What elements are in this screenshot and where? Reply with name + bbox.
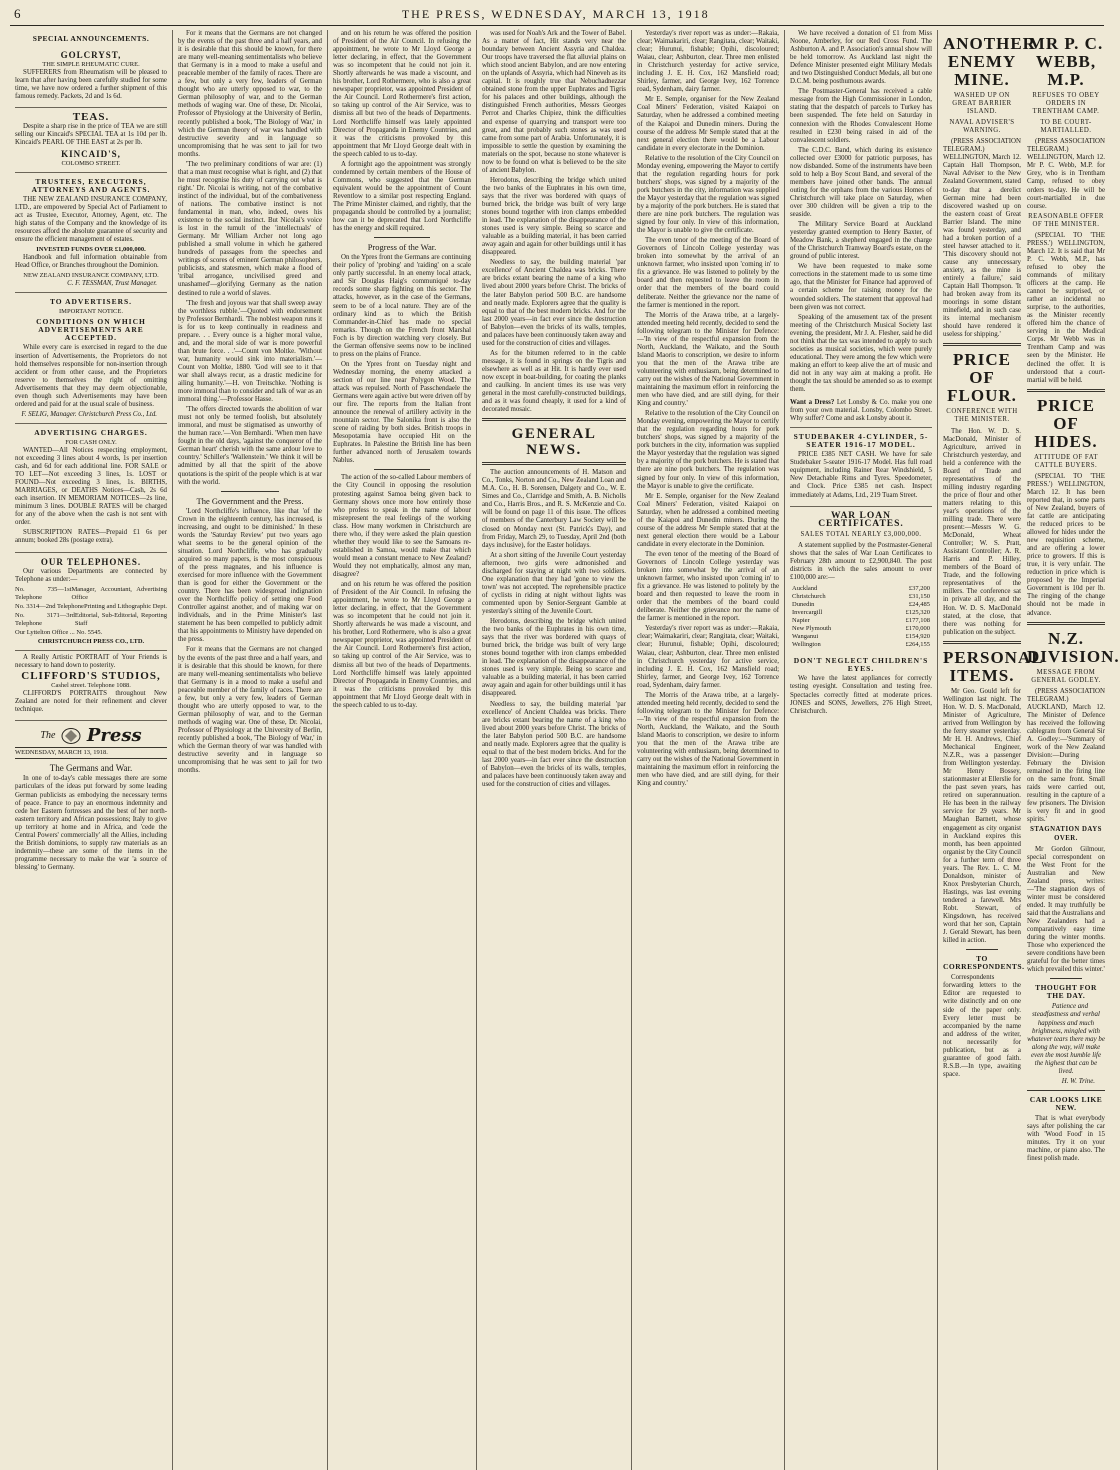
- column-4: [477, 30, 632, 1470]
- dress-ad-title: Want a Dress?: [790, 399, 835, 407]
- page-header-title: THE PRESS, WEDNESDAY, MARCH 13, 1918: [401, 7, 710, 21]
- advertisers-notice: [15, 293, 167, 424]
- divider: [1027, 389, 1105, 392]
- kincaids-subtitle: COLOMBO STREET.: [61, 159, 121, 167]
- golcryst-title: GOLCRYST,: [60, 50, 122, 61]
- news-text-extra-4: Yesterday's river report was as under:—Rakaia, clear; Waimakariri, clear; Rangitata, clear; Waitaki, clear; Hurunui, fishable; Opihi, discoloured; Waiau, clear; Ashburton, clear. Three men enlisted in Christchurch yesterday for active service, including J. E. H. Cox, 162 Mansfield road; Shirley, farmer, and George Ivey, 162 Torrence road, Sydenham, dairy farmer.: [637, 625, 779, 689]
- division-text: (PRESS ASSOCIATION TELEGRAM.) AUCKLAND, March 12. The Minister of Defence has received the following cablegram from General Sir A. Godley:—'Summary of work of the New Zealand Division:—During February the Division remained in the firing line on the same front. Small raids were carried out, resulting in the capture of a few prisoners. The Division is very fit and in good spirits.': [1027, 687, 1105, 824]
- govt-press-text-repeat: For it means that the Germans are not changed by the events of the past three and a half years, and it is desirable that this should be known, for there are many well-meaning sentimentalists who believe that Germany is in a mood to make a useful and peaceable member of the family of races. There are a few, but only a very few, leaders of German thought who are utterly opposed to war, to the German philosophy of war, and to the German methods of waging war. One of these, Dr. Nicolai, Professor of Physiology at the University of Berlin, recently published a book, 'The Biology of War,' in which the German theory of war was handled with destructive severity and in language so uncompromising that he was sent to jail for two months.: [178, 646, 322, 775]
- govt-continued-1: and on his return he was offered the position of President of the Air Council. In refusing the appointment, he wrote to Mr Lloyd George a letter declaring, in effect, that the Government was so incompetent that he could not join it. Shortly afterwards he was made a viscount, and his brother, Lord Rothermere, who is also a great newspaper proprietor, was appointed President of the Air Council. Lord Rothermere's first action, so taking up control of the Air Service, was to dismiss all but two of the heads of Departments. Lord Northcliffe himself was lately appointed Director of Propaganda in Enemy Countries, and it was the criticisms provoked by this appointment that Mr Lloyd George dealt with in the speech cabled to us to-day.: [333, 30, 471, 158]
- teas-text: Despite a sharp rise in the price of TEA we are still selling our Kincaid's SPECIAL TEA at 1s 10d per lb. Kincaid's PEARL OF THE EAST at 2s per lb.: [15, 123, 167, 147]
- river-report: Yesterday's river report was as under:—Rakaia, clear; Waimakariri, clear; Rangitata, clear; Waitaki, clear; Hurunui, fishable; Opihi, discoloured; Waiau, clear; Ashburton, clear. Three men enlisted in Christchurch yesterday for active service, including J. E. H. Cox, 162 Mansfield road; Shirley, farmer, and George Ivey, 162 Torrence road, Sydenham, dairy farmer.: [637, 30, 779, 94]
- trustees-title: TRUSTEES, EXECUTORS, ATTORNEYS AND AGENTS.: [31, 176, 151, 194]
- column-7: [938, 30, 1120, 1470]
- donation-text: We have received a donation of £1 from Miss Noone, Amberley, for our Red Cross Fund. The Ashburton A. and P. Association's annual show will be held tomorrow. As Auckland last night the Defence Minister presented eight Military Medals and two Distinguished Conduct Medals, all but one D.C.M. being posthumous awards.: [790, 30, 932, 86]
- golcryst-ad: [15, 46, 167, 108]
- table-row: Invercargill £125,320: [792, 609, 930, 617]
- page-number: 6: [14, 6, 22, 21]
- divider: [1027, 622, 1105, 625]
- news-text-extra-3: The even tenor of the meeting of the Board of Governors of Lincoln College yesterday was broken into somewhat by the arrival of an unknown farmer, who insisted upon 'coming in' to fix a grievance. He was listened to politely by the board and then requested to leave the room in order that the members of the board could deliberate. Neither the grievance nor the name of the farmer is mentioned in the report.: [637, 550, 779, 623]
- clifford-ad: [15, 651, 167, 721]
- table-row: Dunedin £24,485: [792, 601, 930, 609]
- telephones-title: OUR TELEPHONES.: [40, 556, 142, 567]
- hit-text-1: was used for Noah's Ark and the Tower of Babel. As a matter of fact, Hit stands very near the boundary between Ancient Assyria and Chaldea. Our troops have traversed the flat alluvial plains on which stood ancient Babylon, and are now entering on the uplands of Assyria, which had Nineveh as its capital. It is roughly true that Nebuchadnezzar obtained stone from the upper Euphrates and Tigris for his palaces and other buildings, although the distinguished French authorities, Messrs Georges Perrot and Charles Chipiez, think the difficulties and expense of quarrying and transport were too great, and that probably such stones as was used came from some part of Arabia. Unfortunately, it is impossible to settle the question by examining the materials on the spot, because no stone whatever is now to be found on what is believed to be the site of ancient Babylon.: [482, 30, 626, 174]
- hit-text-3: Needless to say, the building material 'par excellence' of Ancient Chaldea was bricks. There are bricks extant bearing the name of a king who lived about 2000 years before Christ. The bricks of the later Babylon period 500 B.C. are handsome and neatly made. Explorers agree that the quality is equal to that of the best modern bricks. And for the last 2000 years—in fact ever since the destruction of Babylon—even the bricks of its walls, temples, and palaces have been continuously taken away and used for the construction of cities and villages.: [482, 259, 626, 347]
- page-header: [10, 6, 1104, 26]
- govt-press-title: The Government and the Press.: [196, 495, 304, 506]
- leader-title: The Germans and War.: [49, 763, 133, 774]
- thought-text: Patience and steadfastness and verbal happiness and much brightness, mingled with whatever tears there may be along the way, will make even the most humble life the highest that can be lived.: [1027, 1003, 1105, 1075]
- dress-ad: [790, 396, 932, 428]
- postmaster-text: The Postmaster-General has received a cable message from the High Commissioner in London, stating that the despatch of parcels to Turkey has been suspended. The fete held on Saturday in connexion with the Rhodes Convalescent Home resulted in £230 being raised in aid of the convalescent soldiers.: [790, 88, 932, 144]
- divider: [966, 949, 997, 950]
- webb-subtitle-2: TO BE COURT-MARTIALLED.: [1040, 119, 1092, 135]
- war-loan-title: WAR LOAN CERTIFICATES.: [818, 510, 904, 529]
- enemy-mine-subtitle: WASHED UP ON GREAT BARRIER ISLAND.: [952, 92, 1012, 116]
- table-row: Auckland £37,200: [792, 584, 930, 592]
- band-text: The C.D.C. Band, which during its existence collected over £3000 for patriotic purposes, has now disbanded. Some of the instruments have been sold to help a Boy Scout Band, and several of the members have joined other bands. The annual outing for the orphans from the various Homes of Christchurch will take place on Saturday, when over 300 children will be given a trip to the seaside.: [790, 146, 932, 219]
- war-progress-title: Progress of the War.: [367, 242, 437, 253]
- personal-items-text: Mr Geo. Gould left for Wellington last night. The Hon. W. D. S. MacDonald, Minister of Agriculture, arrived from Wellington by the ferry steamer yesterday. Mr H. H. Andrews, Chief Mechanical Engineer, N.Z.R., was a passenger from Wellington yesterday. Mr Henry Bossey, stationmaster at Ellerslie for the past seven years, has retired on superannuation. He has been in the railway service for 29 years. Mr Maughan Barnett, whose engagement as city organist in Auckland expires this month, has been appointed organist by the City Council for a further term of three years. The Rev. L. C. M. Donaldson, minister of Knox Presbyterian Church, Hastings, was last evening tendered a farewell. Mrs Robt. Stewart, of Kingsdown, has received word that her son, Captain J. Gerald Stewart, has been killed in action.: [943, 687, 1021, 945]
- trustees-text: THE NEW ZEALAND INSURANCE COMPANY, LTD., are empowered by Special Act of Parliament to act as Trustee, Executor, Attorney, Agent, etc. The high status of the Company and the knowledge of its resources afford the absolute guarantee of security and ensure the efficient management of estates.: [15, 195, 167, 243]
- flour-subtitle: CONFERENCE WITH THE MINISTER.: [946, 408, 1018, 424]
- war-loan-text: A statement supplied by the Postmaster-General shows that the sales of War Loan Certificates to February 28th amount to £2,900,840. The post districts in which the sales amount to over £100,000 are:—: [790, 541, 932, 581]
- divider: [943, 641, 1021, 644]
- subscription-rates: SUBSCRIPTION RATES—Prepaid £1 6s per annum; booked 28s (postage extra).: [15, 529, 167, 545]
- divider: [943, 343, 1021, 346]
- corrections-text: We have been requested to make some corrections in the statement made to us some time ago, that the Minister for Finance had approved of a certain scheme for raising money for the wounded soldiers. The statement that approval had been given was not correct.: [790, 263, 932, 311]
- leader-continued-1: For it means that the Germans are not changed by the events of the past three and a half years, and it is desirable that this should be known, for there are many well-meaning sentimentalists who believe that Germany is in a mood to make a useful and peaceable member of the family of races. There are a few, but only a very few, leaders of German thought who are utterly opposed to war, to the German philosophy of war, and to the German methods of waging war. One of these, Dr. Nicolai, Professor of Physiology at the University of Berlin, recently published a book, 'The Biology of War,' in which the German theory of war was handled with destructive severity and in language so uncompromising that he was sent to jail for two months.: [178, 30, 322, 158]
- war-loan-subtitle: SALES TOTAL NEARLY £3,000,000.: [800, 530, 922, 538]
- enemy-mine-subtitle-2: NAVAL ADVISER'S WARNING.: [949, 119, 1015, 135]
- govt-press-text: 'Lord Northcliffe's influence, like that 'of the Crown in the eighteenth century, has increased, is increasing, and ought to be diminished.' In these words the 'Saturday Review' put two years ago what seems to be the general opinion of the situation. Lord Northcliffe, who has gradually acquired so many papers, is the most conspicuous of the press magnates, and his influence is exercised for more influence with the Government than is good for either the Government or the country. There has been widespread indignation over the Northcliffe policy of setting one Food Controller against another, and of making war on individuals, and in the Prime Minister's last statement he has been compelled to publicly admit that his appointments to Ministry have depended on the press.: [178, 507, 322, 644]
- kincaids-title: KINCAID'S,: [61, 148, 121, 159]
- invested-text: Handbook and full information obtainable from Head Office, or Branches throughout the Dominion.: [15, 254, 167, 270]
- hit-text-2: Herodotus, describing the bridge which united the two banks of the Euphrates in his own time, says that the river was bordered with quays of burned brick, the bridge was built of very large stones bound together with iron clamps embedded in lead. The explanation of the disappearance of the stones used is very simple. Being so scarce and valuable as a building material, it has been carried away again and again for other buildings until it has disappeared.: [482, 176, 626, 257]
- webb-subtitle-3: REASONABLE OFFER OF THE MINISTER.: [1028, 212, 1104, 228]
- stagnation-text: Mr Gordon Gilmour, special correspondent on the West Front for the Australian and New Zealand press, writes:—'The stagnation days of winter must be considered ended. It may truthfully be said that the Australians and New Zealanders had a comparatively easy time during the winter months. Those who experienced the severe conditions have been grateful for the better times which prevailed this winter.': [1027, 845, 1105, 974]
- phone-row: No. 3314—2nd Telephone Printing and Lithographic Dept.: [15, 602, 167, 610]
- table-row: Napier £177,108: [792, 617, 930, 625]
- personal-items-title: PERSONAL ITEMS.: [943, 647, 1044, 685]
- eyes-ad-title: DON'T NEGLECT CHILDREN'S EYES.: [793, 656, 929, 674]
- general-news-text-3: Needless to say, the building material 'par excellence' of Ancient Chaldea was bricks. There are bricks extant bearing the name of a king who lived about 2000 years before Christ. The bricks of the later Babylon period 500 B.C. are handsome and neatly made. Explorers agree that the quality is equal to that of the best modern bricks. And for the last 2000 years—in fact ever since the destruction of Babylon—even the bricks of its walls, temples, and palaces have been continuously taken away and used for the construction of cities and villages.: [482, 700, 626, 788]
- correspondents-title: TO CORRESPONDENTS.: [943, 954, 1025, 972]
- general-news-title: GENERAL NEWS.: [511, 426, 597, 459]
- webb-text-2: (SPECIAL TO 'THE PRESS.') WELLINGTON, March 12. It is said that Mr P. C. Webb, M.P., has refused to obey the commands of military officers at the camp. He cannot be surprised, or rather an incidental no surprise, to the authorities, as the Minister recently offered him the chance of serving in the Medical Corps. Mr Webb was in Trentham Camp and was seen by the Minister. He declined the offer. It is understood that a court-martial will be held.: [1027, 231, 1105, 384]
- hit-text-4: As for the bitumen referred to in the cable message, it is found in springs on the Tigris and elsewhere as well as at Hit. It is hardly ever used now except in boat-building, for coating the planks and caulking. In ancient times its use was very general in the most carefully-constructed buildings, and as it was found cheaply, it used for a kind of decorated mosaic.: [482, 349, 626, 414]
- teas-title: TEAS.: [72, 111, 110, 124]
- teas-ad: [15, 108, 167, 172]
- divider: [374, 469, 429, 470]
- thought-signature: H. W. Trine.: [1061, 1077, 1095, 1085]
- leader-text: In one of to-day's cable messages there are some particulars of the ideas put forward by some leading German publicists as embodying the necessary terms of peace. France to pay an enormous indemnity and cede her Eastern fortresses and the best of her north-eastern territory and African possessions; Italy to give up territory at home and in Africa, and 'cede the Central Powers' commercially' all the Allies, including the British dominions, to supply raw materials as an indemnity—these are some of the items in the programme necessary to make the war 'a source of blessing' to Germany.: [15, 775, 167, 871]
- table-row: New Plymouth £170,000: [792, 625, 930, 633]
- war-loan-table: [790, 585, 932, 649]
- column-3: [328, 30, 477, 1470]
- eyes-ad-text: We have the latest appliances for correctly testing eyesight. Consultation and testing free. Spectacles correctly fitted at moderate prices. JONES and SONS, Jewellers, 276 High Street, Christchurch.: [790, 675, 932, 715]
- webb-story: [1027, 30, 1120, 1165]
- dress-ad-text: Let Lonsby & Co. make you one from your own material. Lonsby, Colombo Street. Why suffer? Come and ask Lonsby about it.: [790, 399, 932, 423]
- webb-subtitle: REFUSES TO OBEY ORDERS IN TRENTHAM CAMP.: [1032, 92, 1100, 116]
- telephones-notice: [15, 553, 167, 651]
- divider: [482, 462, 626, 465]
- eyes-ad: [790, 652, 932, 721]
- column-5: [632, 30, 785, 1470]
- flour-title: PRICE OF FLOUR.: [947, 350, 1017, 406]
- govt-continued-2: A fortnight ago the appointment was strongly condemned by certain members of the House of Commons, who suggested that the German equivalent would be the appointment of Count Reventlow to a similar post respecting England. The Prime Minister claimed, and rightly, that the propaganda should be controlled by a journalist; how can it be deprecated that Lord Northcliffe has the energy and skill required.: [333, 160, 471, 233]
- top-stories: [943, 30, 1120, 1165]
- war-progress-text: On the Ypres front the Germans are continuing their policy of 'probing' and 'raiding' on a scale only partly successful. In an enemy local attack, and Sir Douglas Haig's communiqué to-day records some sharp fighting on this sector. The attacks, however, as in the case of the Germans, seem to be of a local nature. They are of the ordinary kind as to which the British Commander-in-Chief has made no special remarks. Though on the French front Marshal Foch is by direction watching very closely. But the German offensive seems now to be inclined to press on the plains of France.: [333, 254, 471, 358]
- hides-text: (SPECIAL TO 'THE PRESS.') WELLINGTON, March 12. It has been reported that, in some parts of New Zealand, buyers of fat cattle are anticipating the reduced prices to be allowed for hides under the new requisition scheme, and are offering a lower price to growers. If this is true, it is very unfair. The reduction in price which is proposed by the Imperial Government is 10d per lb. The ringing of the change should not be made in advance.: [1027, 472, 1105, 617]
- advertisers-title: TO ADVERTISERS.: [49, 297, 133, 307]
- military-board-text: The Military Service Board at Auckland yesterday granted exemption to Henry Baxter, of Meadow Bank, a shepherd engaged in the charge of the Christchurch Tramway Board's estate, on the ground of public interest.: [790, 221, 932, 261]
- samoa-text: The action of the so-called Labour members of the City Council in opposing the resolution protesting against Samoa being given back to Germany shows once more how entirely those who profess to speak in the name of labour misrepresent the real feelings of the working class. How many workmen in Christchurch are there who, if they were asked the plain question whether they would like to see the Samoans re-established in Samoa, would make that which would mean a constant menace to New Zealand? Would they not emphatically, almost any man, disagree?: [333, 474, 471, 578]
- company-signature: C. F. TESSMAN, Trust Manager.: [67, 280, 157, 288]
- enemy-mine-title: ANOTHER ENEMY MINE.: [943, 34, 1036, 89]
- pork-butchers-text: Relative to the resolution of the City Council on Monday evening, empowering the Mayor to certify that the regulation regarding hours for pork butchers' shops, was signed by a majority of the pork butchers in the city, information was supplied the Mayor yesterday that the regulation was signed by a majority of the pork butchers. He is stated that there are nine pork butchers. The regulation was signed by four only. In view of this information, the Mayor is unable to give the certificate.: [637, 154, 779, 235]
- conditions-title: CONDITIONS ON WHICH ADVERTISEMENTS ARE ACCEPTED.: [36, 317, 146, 343]
- golcryst-text: SUFFERERS from Rheumatism will be pleased to learn that after having been carefully studied for some time, we have now ordered a further shipment of this famous remedy. Packets, 2d and 1s 6d.: [15, 69, 167, 101]
- news-text-extra-2: Mr E. Semple, organiser for the New Zealand Coal Miners' Federation, visited Kaiapoi on Saturday, when he addressed a combined meeting of the Kaiapoi and Dunedin miners. During the course of the address Mr Semple stated that at the next general election there would be a Labour candidate in every electorate in the Dominion.: [637, 492, 779, 548]
- special-announcements-heading: SPECIAL ANNOUNCEMENTS.: [32, 34, 150, 43]
- leader-continued-2: 'The two preliminary conditions of war are: (1) that a man must recognise what is right, and (2) that he must recognise his duty of carrying out what is right.' Dr. Nicolai is writing, not of the combative instinct of the individual, but of the combativeness of nations. The combative instinct is not fundamental in man, who, indeed, owes his existence to the social instinct. But Nicolai's voice is lost in the tumult of the 'intellectuals' of Germany. Mr William Archer not long ago published a small volume in which he gathered hundreds of passages from the speeches and writings of scores of eminent German philosophers, publicists, and statesmen, which make a flood of 'tribal arrogance, uncivilised greed and unashamed'—glorifying Germany as the nation destined to rule a world of slaves.: [178, 160, 322, 297]
- car-polish-text: That is what everybody says after polishing the car with 'Wood Food' in 15 minutes. Try it on your machine, or piano also. The finest polish made.: [1027, 1114, 1105, 1163]
- table-row: Wanganui £154,920: [792, 633, 930, 641]
- stagnation-title: STAGNATION DAYS OVER.: [1030, 826, 1102, 842]
- studebaker-ad: [790, 428, 932, 506]
- flour-text: The Hon. W. D. S. MacDonald, Minister of Agriculture, arrived in Christchurch yesterday, and held a conference with the Board of Trade and representatives of the milling industry regarding the price of flour and other matters relating to this year's operations of the milling trade. There were present:—Messrs W. G. McDonald, Wheat Controller; W. S. Pratt, Assistant Controller; A. R. Harris and P. Hilley, members of the Board of Trade, and the following representatives of the millers. The conference sat in private all day, and the Hon. W. D. S. MacDonald stated, at the close, that there was nothing for publication on the subject.: [943, 427, 1021, 636]
- division-title: N.Z. DIVISION.: [1027, 628, 1120, 666]
- table-row: Wellington £264,155: [792, 641, 930, 649]
- arawa-tribe-text: The Morris of the Arawa tribe, at a largely-attended meeting held recently, decided to send the following telegram to the Minister for Defence:—'In view of the respectful expansion from the North, Auckland, the Waikato, and the South Island Maoris to conscription, we desire to inform you that the men of the Arawa tribe are volunteering with enthusiasm, being determined to carry out the wishes of the National Government in maintaining the maximum effort in reinforcing the men who have died, and are still dying, for their King and country.': [637, 311, 779, 408]
- thought-title: THOUGHT FOR THE DAY.: [1035, 983, 1097, 1001]
- studebaker-text: PRICE £385 NET CASH. We have for sale Studebaker 5-seater 1916-17 Model. Has full road equipment, including Rainer Rear Windshield, 5 New Detachable Rims and Tyres. Speedometer, and Clock. Price £385 net cash. Inspect immediately at Adams, Ltd., 219 Tuam Street.: [790, 451, 932, 499]
- news-text-extra-5: The Morris of the Arawa tribe, at a largely-attended meeting held recently, decided to send the following telegram to the Minister for Defence:—'In view of the respectful expansion from the North, Auckland, the Waikato, and the South Island Maoris to conscription, we desire to inform you that the men of the Arawa tribe are volunteering with enthusiasm, being determined to carry out the wishes of the National Government in maintaining the maximum effort in reinforcing the men who have died, and are still dying, for their King and country.': [637, 691, 779, 788]
- golcryst-subtitle: THE SIMPLE RHEUMATIC CURE.: [42, 61, 140, 69]
- enemy-mine-text: (PRESS ASSOCIATION TELEGRAM.) WELLINGTON, March 12. Captain Hall Thompson, Naval Adviser to the New Zealand Government, stated to-day that a derelict German mine had been discovered washed up on the eastern coast of Great Barrier Island. The mine was found yesterday, and had a broken portion of a steel hawser attached to it. 'This discovery should not cause any unnecessary anxiety, as the mine is entirely a failure,' said Captain Hall Thompson. 'It had broken away from its moorings in some distant minefield, and in such case its internal mechanism should have rendered it useless for shipping.': [943, 138, 1021, 339]
- dateline: WEDNESDAY, MARCH 13, 1918.: [15, 747, 167, 759]
- samoa-text-2: and on his return he was offered the position of President of the Air Council. In refusing the appointment, he wrote to Mr Lloyd George a letter declaring, in effect, that the Government was so incompetent that he could not join it. Shortly afterwards he was made a viscount, and his brother, Lord Rothermere, who is also a great newspaper proprietor, was appointed President of the Air Council. Lord Rothermere's first action, so taking up control of the Air Service, was to dismiss all but two of the heads of Departments. Lord Northcliffe himself was lately appointed Director of Propaganda in Enemy Countries, and it was the criticisms provoked by this appointment that Mr Lloyd George dealt with in the speech cabled to us to-day.: [333, 581, 471, 709]
- newspaper-logo: [15, 727, 167, 745]
- column-6: [785, 30, 938, 1470]
- enemy-mine-story: [943, 30, 1044, 1165]
- leader-continued-4: 'The offers directed towards the abolition of war must not only be termed foolish, but absolutely immoral, and must be stigmatised as unworthy of the human race.'—Von Bernhardi. 'When men have fought in the old days, 'against the conqueror of the German heart' cherish with the same ardour love to country.' Schiller's 'Wallenstein.' We think it will be admitted by all that the spirit of the above quotations is the spirit of the people which is at war with the world.: [178, 406, 322, 486]
- leader-continued-3: 'The fresh and joyous war that shall sweep away the worthless rubble.'—Quoted with endorsement by Professor Bernhardi. 'The noblest weapon runs it is for us to keep continually in readiness and prepare. . . Every ounce is a higher moral value, and, and the moral side of war is more powerful than brute force. . .'—Count von Moltke. 'Without war, humanity would sink into materialism.'—Count von Moltke, 1880. 'God will see to it that war shall always recur, as a drastic medicine for ailing humanity.'—H. von Treitschke. 'Nothing is more immoral than to consider and talk of war as an immoral thing.'—Professor Hasse.: [178, 299, 322, 404]
- portrait-text: A Really Artistic PORTRAIT of Your Friends is necessary to hand down to posterity.: [15, 654, 167, 670]
- correspondents-text: Correspondents forwarding letters to the Editor are requested to write distinctly and on one side of the paper only. Every letter must be accompanied by the name and address of the writer, not necessarily for publication, but as a guarantee of good faith. R.S.B.—In type, awaiting space.: [943, 974, 1021, 1078]
- divider: [374, 237, 429, 238]
- column-1: [10, 30, 173, 1470]
- amusement-tax-text: Speaking of the amusement tax of the present meeting of the Christchurch Musical Society last evening, the president, Mr J. A. Flesher, said he did not think that the tax was intended to apply to such societies as musical societies, which were purely educational. They were among the few which were making an effort to keep alive the art of music and did not in any way aim at making a profit. He thought the tax should be amended so as to exempt them.: [790, 313, 932, 394]
- webb-title: MR P. C. WEBB, M.P.: [1028, 34, 1104, 89]
- division-subtitle: MESSAGE FROM GENERAL GODLEY.: [1031, 668, 1101, 684]
- general-news-text-2: Herodotus, describing the bridge which united the two banks of the Euphrates in his own time, says that the river was bordered with quays of burned brick, the bridge was built of very large stones bound together with iron clamps embedded in lead. The explanation of the disappearance of the stones used is very simple. Being so scarce and valuable as a building material, it has been carried away again and again for other buildings until it has disappeared.: [482, 618, 626, 698]
- conditions-signature: F. SELIG, Manager. Christchurch Press Co., Ltd.: [21, 410, 157, 418]
- charges-text: WANTED—All Notices respecting employment, not exceeding 3 lines about 4 words, 1s per insertion cash, and 6d for each additional line. FOR SALE or TO LET—Not exceeding 3 lines, 1s. LOST or FOUND—Not exceeding 3 lines, 1s. BIRTHS, MARRIAGES, or DEATHS Notices—Cash, 2s 6d each insertion. IN MEMORIAM NOTICES—2s line, minimum 3 lines. DOUBLE RATES will be charged for any of the above when the cash is not sent with order.: [15, 446, 167, 527]
- lyttelton-office: Our Lyttelton Office ... No. 5545.: [15, 628, 103, 636]
- juvenile-court-text: At a short sitting of the Juvenile Court yesterday afternoon, two girls were admonished and discharged for staying at night with two soldiers. One explanation that they had 'gone to view the town' was not accepted. The reprehensible practice of cyclists in riding at night without lights was commented upon by Senior-Sergeant Gamble at yesterday's sitting of the Juvenile Court.: [482, 551, 626, 615]
- charges-notice: [15, 424, 167, 553]
- charges-subtitle: FOR CASH ONLY.: [65, 438, 117, 446]
- clifford-title: CLIFFORD'S STUDIOS,: [21, 670, 161, 683]
- studebaker-title: STUDEBAKER 4-CYLINDER, 5-SEATER 1916-17 MODEL.: [793, 432, 929, 450]
- divider: [482, 418, 626, 421]
- telephones-subtitle: Our various Departments are connected by Telephone as under:—: [15, 567, 167, 583]
- invested-title: INVESTED FUNDS OVER £1,000,000.: [36, 245, 146, 253]
- divider: [1050, 978, 1081, 979]
- war-progress-text-2: On the Ypres front on Tuesday night and Wednesday morning, the enemy attacked a section of our line near Polygon Wood. The attack was repulsed. North of Passchendaele the Germans were again active but were driven off by our fire. The reports from the Italian front announce the renewal of artillery activity in the mountain sector. The Salonika front is also the scene of raiding by both sides. British troops in Mesopotamia have occupied Hit on the Euphrates. In Palestine the British line has been further advanced north of Jerusalem towards Nablus.: [333, 360, 472, 465]
- general-news-text: The auction announcements of H. Matson and Co., Tonks, Norton and Co., New Zealand Loan and M.A. Co., H. B. Sorensen, Dalgety and Co., W. E. Simes and Co., Clarridge and Smith, A. B. Nicholls and Co., Harris Bros., and R. S. McKenzie and Co. will be found on page 11 of this issue. The offices of members of the Canterbury Law Society will be closed on Monday next (St. Patrick's Day), and from Friday, March 29, to Tuesday, April 2nd (both days inclusive), for the Easter holidays.: [482, 469, 626, 549]
- clifford-text: CLIFFORD'S PORTRAITS throughout New Zealand are noted for their refinement and clever technique.: [15, 690, 167, 714]
- car-polish-title: CAR LOOKS LIKE NEW.: [1029, 1094, 1103, 1112]
- phone-row: No. 735—1st Telephone Manager, Accountant, Advertising Office: [15, 585, 167, 601]
- hides-subtitle: ATTITUDE OF FAT CATTLE BUYERS.: [1033, 453, 1098, 469]
- phone-row: No. 3171—3rd Telephone Editorial, Sub-Editorial, Reporting Staff: [15, 611, 167, 627]
- divider: [1027, 1090, 1105, 1091]
- semple-text: Mr E. Semple, organiser for the New Zealand Coal Miners' Federation, visited Kaiapoi on Saturday, when he addressed a combined meeting of the Kaiapoi and Dunedin miners. During the course of the address Mr Semple stated that at the next general election there would be a Labour candidate in every electorate in the Dominion.: [637, 96, 779, 152]
- charges-title: ADVERTISING CHARGES.: [34, 427, 148, 437]
- lincoln-college-text: The even tenor of the meeting of the Board of Governors of Lincoln College yesterday was broken into somewhat by the arrival of an unknown farmer, who insisted upon 'coming in' to fix a grievance. He was listened to politely by the board and then requested to leave the room in order that the members of the board could deliberate. Neither the grievance nor the name of the farmer is mentioned in the report.: [637, 237, 779, 309]
- crest-icon: [60, 727, 82, 745]
- company-name: NEW ZEALAND INSURANCE COMPANY, LTD.: [23, 272, 159, 280]
- important-notice: IMPORTANT NOTICE.: [59, 308, 123, 316]
- webb-text: (PRESS ASSOCIATION TELEGRAM.) WELLINGTON, March 12. Mr P. C. Webb, M.P. for Grey, who is in Trentham Camp, refused to obey orders to-day. He will be court-martialled in due course.: [1027, 138, 1105, 210]
- trustees-ad: [15, 173, 167, 294]
- column-2: [173, 30, 328, 1470]
- conditions-text: While every care is exercised in regard to the due insertion of Advertisements, the Proprietors do not hold themselves responsible for non-insertion through accident or from other cause, and the Proprietors reserve to themselves the right of omitting Advertisements that they may deem objectionable, even though such Advertisements may have been ordered and paid for at the usual scale of business.: [15, 344, 167, 408]
- logo-the: The: [40, 730, 56, 742]
- news-text-extra-1: Relative to the resolution of the City Council on Monday evening, empowering the Mayor to certify that the regulation regarding hours for pork butchers' shops, was signed by a majority of the pork butchers in the city, information was supplied the Mayor yesterday that the regulation was signed by a majority of the pork butchers. He is stated that there are nine pork butchers. The regulation was signed by four only. In view of this information, the Mayor is unable to give the certificate.: [637, 410, 779, 490]
- logo-press: Press: [86, 725, 142, 747]
- clifford-subtitle: Cashel street. Telephone 1088.: [51, 682, 131, 690]
- hides-title: PRICE OF HIDES.: [1034, 395, 1098, 451]
- divider: [221, 491, 279, 492]
- table-row: Christchurch £31,150: [792, 593, 930, 600]
- press-company-name: CHRISTCHURCH PRESS CO., LTD.: [37, 637, 145, 645]
